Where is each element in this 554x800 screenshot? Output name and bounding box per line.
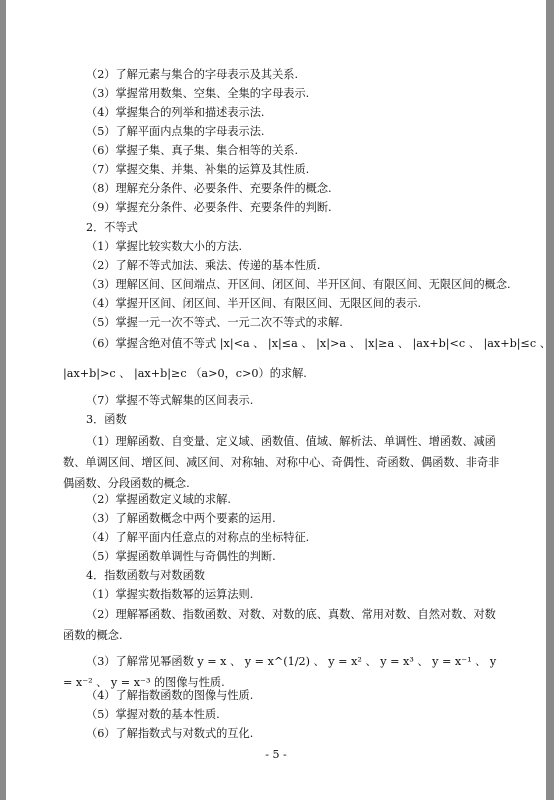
text-line: （2）了解元素与集合的字母表示及其关系. xyxy=(86,68,299,81)
text-line: （3）掌握常用数集、空集、全集的字母表示. xyxy=(86,87,310,100)
text-line: （6）掌握子集、真子集、集合相等的关系. xyxy=(86,144,299,157)
text-line: （2）掌握函数定义域的求解. xyxy=(86,493,231,506)
text-paragraph: （2）理解幂函数、指数函数、对数、对数的底、真数、常用对数、自然对数、对数函数的概念. xyxy=(63,608,496,642)
text-line: （5）掌握一元一次不等式、一元二次不等式的求解. xyxy=(86,316,343,329)
text-line: （5）掌握对数的基本性质. xyxy=(86,708,220,721)
text-line: （2）了解不等式加法、乘法、传递的基本性质. xyxy=(86,259,321,272)
text-line: （6）掌握含绝对值不等式 |x|<a 、 |x|≤a 、 |x|>a 、 |x|≥a 、 |ax+b|<c 、 |ax+b|≤c 、 xyxy=(86,337,551,350)
text-line: （7）掌握交集、并集、补集的运算及其性质. xyxy=(86,163,310,176)
text-line: （4）了解平面内任意点的对称点的坐标特征. xyxy=(86,531,310,544)
text-line: （7）掌握不等式解集的区间表示. xyxy=(86,394,254,407)
text-line: （3）理解区间、区间端点、开区间、闭区间、半开区间、有限区间、无限区间的概念. xyxy=(86,278,511,291)
text-line: |ax+b|>c 、 |ax+b|≥c （a>0，c>0）的求解. xyxy=(63,367,307,380)
text-line: （1）掌握比较实数大小的方法. xyxy=(86,240,243,253)
section-heading: 2．不等式 xyxy=(86,221,138,234)
text-line: （4）掌握集合的列举和描述表示法. xyxy=(86,106,265,119)
document-page xyxy=(6,0,551,800)
page-number: - 5 - xyxy=(265,748,287,761)
text-line: （4）掌握开区间、闭区间、半开区间、有限区间、无限区间的表示. xyxy=(86,297,422,310)
text-line: （5）了解平面内点集的字母表示法. xyxy=(86,125,265,138)
text-line: （8）理解充分条件、必要条件、充要条件的概念. xyxy=(86,182,332,195)
text-line: （5）掌握函数单调性与奇偶性的判断. xyxy=(86,550,276,563)
text-paragraph: （1）理解函数、自变量、定义域、函数值、值域、解析法、单调性、增函数、减函数、单调区间、增区间、减区间、对称轴、对称中心、奇偶性、奇函数、偶函数、非奇非偶函数、分段函数的概念. xyxy=(63,435,500,490)
text-line: （1）掌握实数指数幂的运算法则. xyxy=(86,588,254,601)
section-heading: 3．函数 xyxy=(86,413,127,426)
text-line: （3）了解函数概念中两个要素的运用. xyxy=(86,512,276,525)
text-line: （9）掌握充分条件、必要条件、充要条件的判断. xyxy=(86,201,332,214)
text-line: （6）了解指数式与对数式的互化. xyxy=(86,727,254,740)
text-paragraph: （3）了解常见幂函数 y = x 、 y = x^(1/2) 、 y = x² 、 y = x³ 、 y = x⁻¹ 、 y = x⁻² 、 y = x⁻³ 的图像与性质. xyxy=(63,655,497,689)
text-line: （4）了解指数函数的图像与性质. xyxy=(86,689,254,702)
section-heading: 4．指数函数与对数函数 xyxy=(86,569,205,582)
